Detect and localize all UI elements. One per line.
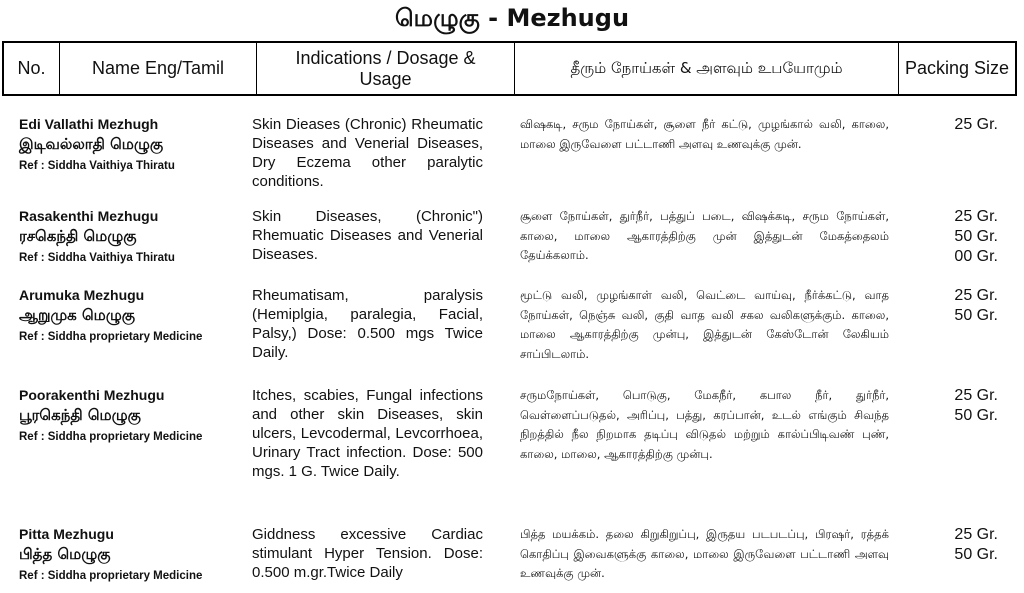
- name-english: Poorakenthi Mezhugu: [19, 387, 165, 403]
- packing-value: 25 Gr.: [954, 208, 998, 225]
- reference: Ref : Siddha proprietary Medicine: [19, 331, 203, 343]
- packing-value: 00 Gr.: [954, 248, 998, 265]
- name-english: Edi Vallathi Mezhugh: [19, 116, 159, 132]
- tamil-description: விஷகடி, சரும நோய்கள், சூளை நீர் கட்டு, முழங்கால் வலி, காலை, மாலை இருவேளை பட்டாணி அளவு உணவுக்கு முன்.: [520, 117, 889, 151]
- packing-value: 25 Gr.: [954, 387, 998, 404]
- reference: Ref : Siddha proprietary Medicine: [19, 431, 203, 443]
- product-name: [19, 207, 244, 267]
- packing-value: 50 Gr.: [954, 407, 998, 424]
- tamil-description: மூட்டு வலி, முழங்காள் வலி, வெட்டை வாய்வு, நீர்க்கட்டு, வாத நோய்கள், நெஞ்சு வலி, குதி வாத வலி சகல வலிகளுக்கும். காலை, மாலை ஆகாரத்திற்கு முன்பு, இத்துடன் கேஸ்டோன் லேகியம் சாப்பிடலாம்.: [520, 288, 889, 361]
- indications: Itches, scabies, Fungal infections and other skin Diseases, skin ulcers, Levcodermal, Levcorrhoea, Urinary Tract infection. Dose: 500 mgs. 1 G. Twice Daily.: [252, 387, 483, 480]
- reference: Ref : Siddha Vaithiya Thiratu: [19, 252, 175, 264]
- name-english: Rasakenthi Mezhugu: [19, 208, 159, 224]
- header-name: Name Eng/Tamil: [60, 43, 257, 94]
- header-indications: Indications / Dosage & Usage: [257, 43, 515, 94]
- page-title: மெழுகு - Mezhugu: [394, 4, 630, 32]
- packing-value: 50 Gr.: [954, 228, 998, 245]
- header-tamil: தீரும் நோய்கள் & அளவும் உபயோமும்: [515, 43, 899, 94]
- product-name: [19, 286, 244, 346]
- indications: Skin Diseases, (Chronic") Rhemuatic Diseases and Venerial Diseases.: [252, 208, 483, 263]
- name-tamil: ஆறுமுக மெழுகு: [19, 306, 135, 324]
- product-name: [19, 386, 244, 446]
- name-tamil: ரசகெந்தி மெழுகு: [19, 227, 137, 245]
- packing-value: 25 Gr.: [954, 287, 998, 304]
- header-packing: Packing Size: [904, 58, 1010, 78]
- table-header: [2, 41, 1017, 96]
- reference: Ref : Siddha Vaithiya Thiratu: [19, 160, 175, 172]
- packing-size: [930, 386, 998, 426]
- name-english: Arumuka Mezhugu: [19, 287, 145, 303]
- packing-size: [930, 115, 998, 135]
- name-english: Pitta Mezhugu: [19, 526, 114, 542]
- packing-size: [930, 207, 998, 267]
- packing-value: 25 Gr.: [954, 116, 998, 133]
- packing-value: 50 Gr.: [954, 546, 998, 563]
- name-tamil: பித்த மெழுகு: [19, 545, 111, 563]
- tamil-description: சூளை நோய்கள், துர்நீர், பத்துப் படை, விஷக்கடி, சரும நோய்கள், காலை, மாலை ஆகாரத்திற்கு முன் இத்துடன் மேகத்தைலம் தேய்க்கலாம்.: [520, 209, 889, 262]
- indications: Skin Dieases (Chronic) Rheumatic Diseases and Venerial Diseases, Dry Eczema other paralytic conditions.: [252, 116, 483, 190]
- product-name: [19, 525, 244, 585]
- name-tamil: இடிவல்லாதி மெழுகு: [19, 135, 164, 153]
- header-no: No.: [4, 43, 60, 94]
- packing-size: [930, 286, 998, 326]
- name-tamil: பூரகெந்தி மெழுகு: [19, 406, 141, 424]
- indications: Giddness excessive Cardiac stimulant Hyper Tension. Dose: 0.500 m.gr.Twice Daily: [252, 526, 483, 581]
- packing-size: [930, 525, 998, 565]
- packing-value: 50 Gr.: [954, 307, 998, 324]
- indications: Rheumatisam, paralysis (Hemiplgia, paralegia, Facial, Palsy,) Dose: 0.500 mgs Twice Daily.: [252, 287, 483, 361]
- product-name: [19, 115, 244, 175]
- tamil-description: பித்த மயக்கம். தலை கிறுகிறுப்பு, இருதய படபடப்பு, பிரஷர், ரத்தக் கொதிப்பு இவைகளுக்கு காலை, மாலை இருவேளை பட்டாணி அளவு உணவுக்கு முன்.: [520, 527, 889, 580]
- tamil-description: சருமநோய்கள், பொடுகு, மேகநீர், கபால நீர், துர்நீர், வெள்ளைப்படுதல், அரிப்பு, பத்து, கரப்பான், உடல் எங்கும் சிவந்த நிறத்தில் நீல நிறமாக தடிப்பு விடுதல் மற்றும் கால்ப்பிடிவண் புண், காலை, மாலை, ஆகாரத்திற்கு முன்பு.: [520, 388, 889, 461]
- packing-value: 25 Gr.: [954, 526, 998, 543]
- reference: Ref : Siddha proprietary Medicine: [19, 570, 203, 582]
